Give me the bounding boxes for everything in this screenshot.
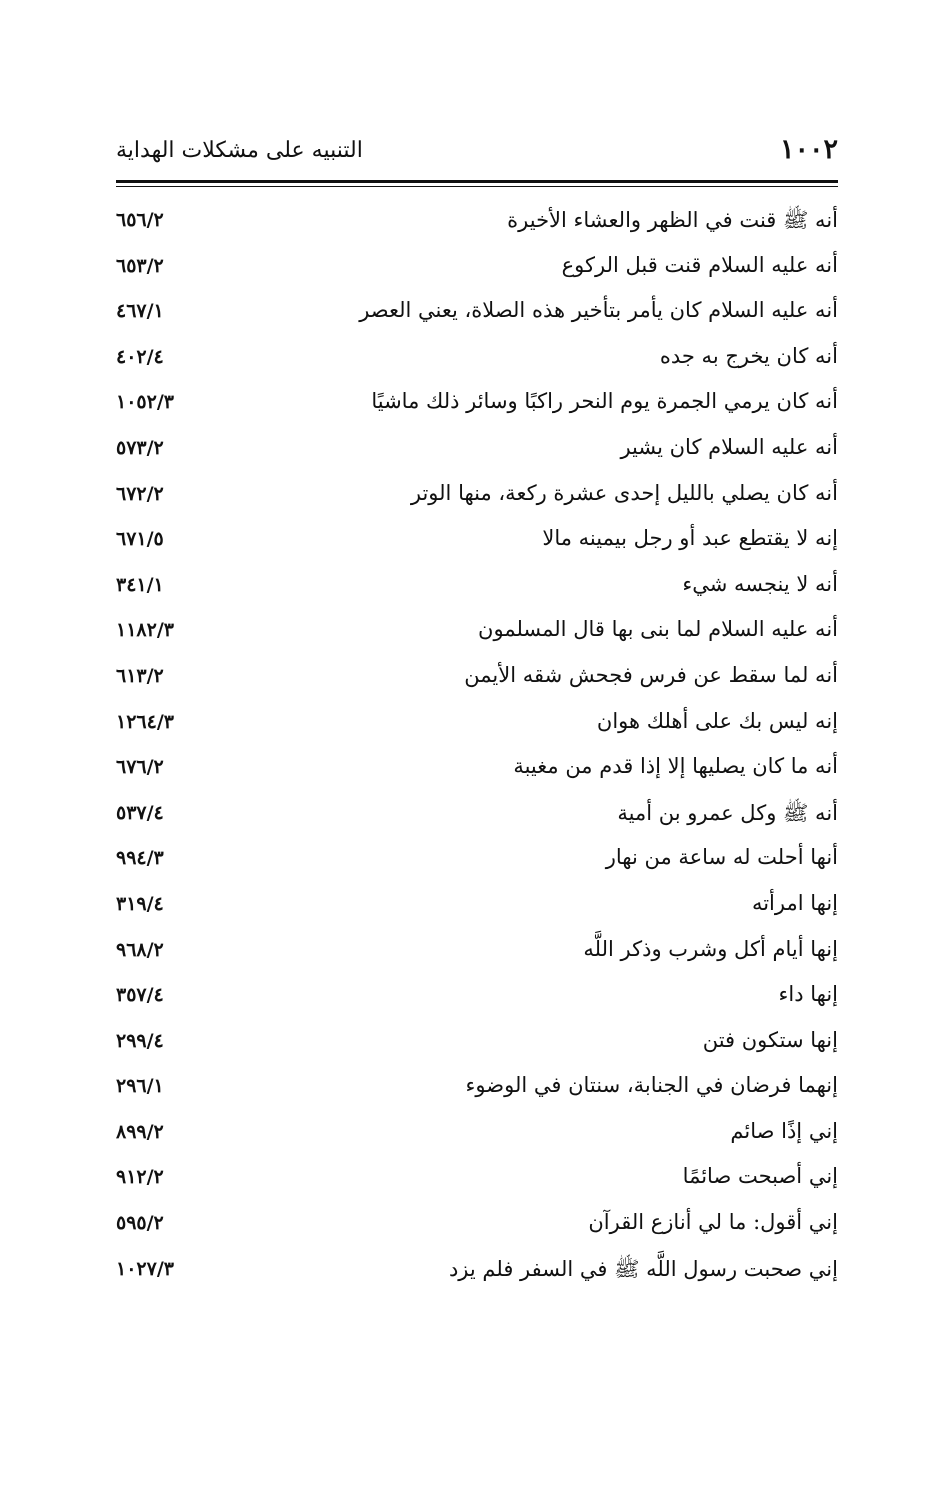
index-entry bbox=[116, 520, 838, 566]
entry-text: إنها امرأته bbox=[751, 890, 838, 915]
entry-reference: ٩٦٨/٢ bbox=[116, 938, 164, 961]
index-entry bbox=[116, 1022, 838, 1068]
entry-reference: ١٠٥٢/٣ bbox=[116, 391, 174, 414]
index-entry bbox=[116, 338, 838, 384]
entry-text: إنها داء bbox=[778, 982, 838, 1007]
index-entry bbox=[116, 839, 838, 885]
index-entry bbox=[116, 475, 838, 521]
entry-reference: ٦١٣/٢ bbox=[116, 664, 164, 687]
index-entry bbox=[116, 247, 838, 293]
index-entry bbox=[116, 292, 838, 338]
index-entry bbox=[116, 748, 838, 794]
entry-reference: ٤٦٧/١ bbox=[116, 300, 164, 323]
index-entry bbox=[116, 566, 838, 612]
entry-text: إني أقول: ما لي أنازع القرآن bbox=[588, 1210, 838, 1235]
entry-reference: ٥٣٧/٤ bbox=[116, 801, 164, 824]
index-entry bbox=[116, 201, 838, 247]
entry-reference: ١٢٦٤/٣ bbox=[116, 710, 174, 733]
index-entry bbox=[116, 1204, 838, 1250]
page-header bbox=[116, 130, 838, 176]
entry-text: أنه كان يصلي بالليل إحدى عشرة ركعة، منها الوتر bbox=[410, 480, 838, 505]
entry-text: أنه لما سقط عن فرس فجحش شقه الأيمن bbox=[464, 662, 838, 687]
entry-text: أنه عليه السلام كان يأمر بتأخير هذه الصلاة، يعني العصر bbox=[359, 298, 838, 323]
entry-text: أنه ﷺ قنت في الظهر والعشاء الأخيرة bbox=[507, 208, 838, 232]
entry-text: أنه ﷺ وكل عمرو بن أمية bbox=[617, 800, 838, 825]
entry-reference: ١٠٢٧/٣ bbox=[116, 1257, 174, 1280]
index-entry bbox=[116, 703, 838, 749]
index-entry bbox=[116, 1113, 838, 1159]
entry-text: إنهما فرضان في الجنابة، سنتان في الوضوء bbox=[465, 1073, 838, 1098]
index-entry bbox=[116, 976, 838, 1022]
entry-reference: ٦٧٦/٢ bbox=[116, 756, 164, 779]
entry-text: أنه لا ينجسه شيء bbox=[682, 571, 838, 596]
index-entry bbox=[116, 383, 838, 429]
index-entry bbox=[116, 885, 838, 931]
header-rule-thick bbox=[116, 180, 838, 183]
index-entry bbox=[116, 1158, 838, 1204]
entry-reference: ٣٤١/١ bbox=[116, 573, 164, 596]
entry-reference: ٩١٢/٢ bbox=[116, 1166, 164, 1189]
entry-reference: ٦٥٦/٢ bbox=[116, 209, 164, 231]
index-entry bbox=[116, 429, 838, 475]
entry-reference: ٦٧٢/٢ bbox=[116, 482, 164, 505]
entry-reference: ٣١٩/٤ bbox=[116, 892, 164, 915]
index-entry bbox=[116, 1067, 838, 1113]
header-rule-thin bbox=[116, 186, 838, 187]
entry-text: أنه عليه السلام لما بنى بها قال المسلمون bbox=[478, 617, 838, 642]
index-entry bbox=[116, 1250, 838, 1296]
index-list bbox=[116, 201, 838, 1295]
entry-text: إني إذًا صائم bbox=[730, 1118, 838, 1143]
running-title: التنبيه على مشكلات الهداية bbox=[116, 138, 363, 163]
entry-reference: ٩٩٤/٣ bbox=[116, 847, 164, 870]
entry-text: أنها أحلت له ساعة من نهار bbox=[605, 845, 838, 870]
entry-text: أنه كان يخرج به جده bbox=[659, 343, 838, 368]
index-entry bbox=[116, 611, 838, 657]
entry-reference: ٦٥٣/٢ bbox=[116, 254, 164, 277]
entry-text: إنها ستكون فتن bbox=[702, 1027, 838, 1052]
index-entry bbox=[116, 794, 838, 840]
entry-text: أنه ما كان يصليها إلا إذا قدم من مغيبة bbox=[513, 754, 838, 779]
entry-reference: ٢٩٩/٤ bbox=[116, 1029, 164, 1052]
entry-reference: ٥٧٣/٢ bbox=[116, 436, 164, 459]
entry-text: أنه عليه السلام كان يشير bbox=[620, 434, 838, 459]
entry-reference: ٨٩٩/٢ bbox=[116, 1120, 164, 1143]
entry-text: أنه كان يرمي الجمرة يوم النحر راكبًا وسائر ذلك ماشيًا bbox=[371, 389, 838, 414]
entry-reference: ٢٩٦/١ bbox=[116, 1075, 164, 1098]
entry-text: إني أصبحت صائمًا bbox=[682, 1164, 838, 1189]
entry-reference: ١١٨٢/٣ bbox=[116, 619, 174, 642]
index-entry bbox=[116, 657, 838, 703]
entry-text: إنه لا يقتطع عبد أو رجل بيمينه مالا bbox=[542, 526, 838, 551]
entry-reference: ٥٩٥/٢ bbox=[116, 1212, 164, 1235]
entry-reference: ٦٧١/٥ bbox=[116, 528, 164, 551]
entry-text: إنها أيام أكل وشرب وذكر اللَّه bbox=[583, 936, 838, 961]
page-number: ١٠٠٢ bbox=[779, 134, 838, 165]
entry-text: إنه ليس بك على أهلك هوان bbox=[596, 708, 838, 733]
entry-reference: ٤٠٢/٤ bbox=[116, 345, 164, 368]
index-entry bbox=[116, 931, 838, 977]
entry-reference: ٣٥٧/٤ bbox=[116, 984, 164, 1007]
entry-text: أنه عليه السلام قنت قبل الركوع bbox=[561, 252, 838, 277]
entry-text: إني صحبت رسول اللَّه ﷺ في السفر فلم يزد bbox=[448, 1256, 838, 1281]
